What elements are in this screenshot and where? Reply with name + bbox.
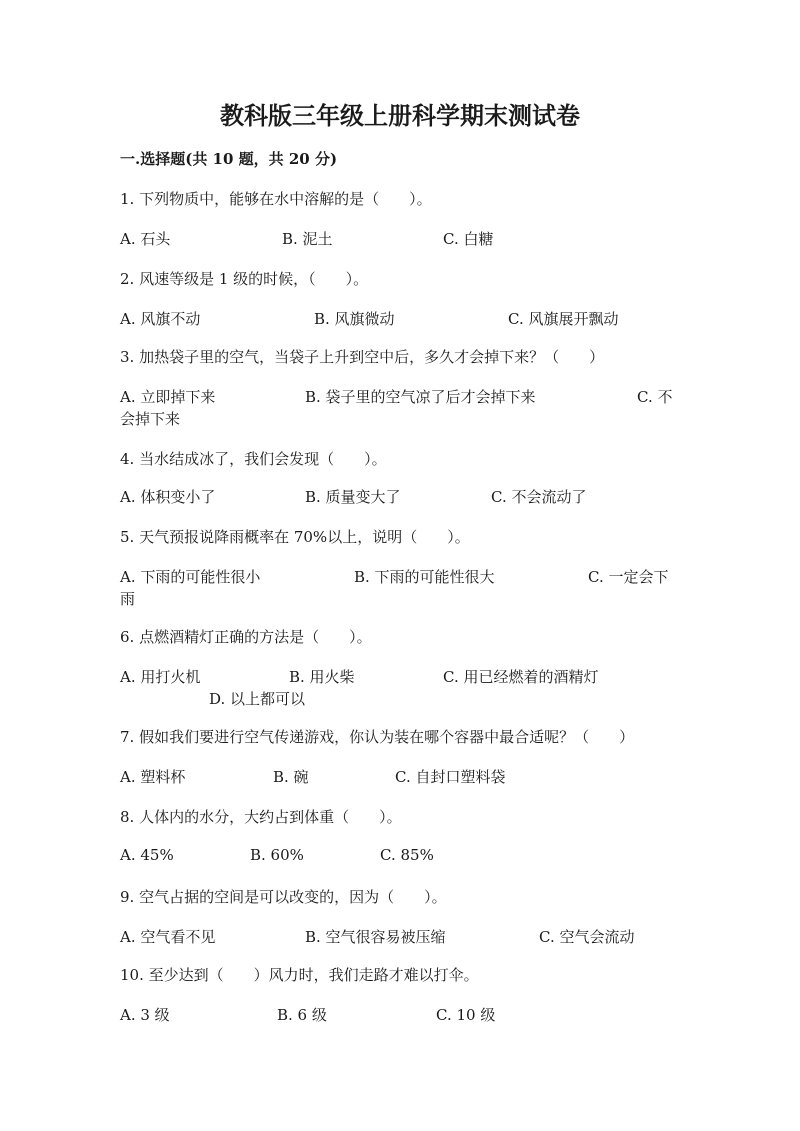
q3-option-b: B. 袋子里的空气凉了后才会掉下来 <box>305 388 536 406</box>
q4-option-b: B. 质量变大了 <box>305 488 401 506</box>
q6-option-a: A. 用打火机 <box>120 668 201 686</box>
question-7: 7. 假如我们要进行空气传递游戏，你认为装在哪个容器中最合适呢？（ ） <box>120 728 635 746</box>
question-8: 8. 人体内的水分，大约占到体重（ ）。 <box>120 808 402 826</box>
q10-option-b: B. 6 级 <box>277 1006 327 1024</box>
q2-option-a: A. 风旗不动 <box>120 310 201 328</box>
section-heading: 一.选择题(共 10 题，共 20 分) <box>120 150 338 168</box>
q8-option-c: C. 85% <box>380 846 434 864</box>
q9-option-c: C. 空气会流动 <box>539 928 635 946</box>
question-4: 4. 当水结成冰了，我们会发现（ ）。 <box>120 450 387 468</box>
question-3: 3. 加热袋子里的空气，当袋子上升到空中后，多久才会掉下来？（ ） <box>120 348 605 366</box>
exam-title: 教科版三年级上册科学期末测试卷 <box>220 101 580 130</box>
q3-option-c: C. 不 <box>637 388 673 406</box>
q4-option-c: C. 不会流动了 <box>491 488 587 506</box>
q2-option-c: C. 风旗展开飘动 <box>508 310 619 328</box>
q5-option-c-continued: 雨 <box>120 590 136 608</box>
q7-option-a: A. 塑料杯 <box>120 768 186 786</box>
q6-option-b: B. 用火柴 <box>289 668 355 686</box>
q9-option-a: A. 空气看不见 <box>120 928 216 946</box>
question-2: 2. 风速等级是 1 级的时候，（ ）。 <box>120 270 369 288</box>
q10-option-a: A. 3 级 <box>120 1006 170 1024</box>
q6-option-c: C. 用已经燃着的酒精灯 <box>443 668 599 686</box>
question-1: 1. 下列物质中，能够在水中溶解的是（ ）。 <box>120 190 432 208</box>
q2-option-b: B. 风旗微动 <box>314 310 395 328</box>
question-10: 10. 至少达到（ ）风力时，我们走路才难以打伞。 <box>120 966 479 984</box>
q1-option-a: A. 石头 <box>120 230 171 248</box>
q7-option-c: C. 自封口塑料袋 <box>395 768 506 786</box>
q1-option-b: B. 泥土 <box>282 230 333 248</box>
question-5: 5. 天气预报说降雨概率在 70%以上，说明（ ）。 <box>120 528 470 546</box>
q10-option-c: C. 10 级 <box>436 1006 496 1024</box>
q8-option-b: B. 60% <box>250 846 304 864</box>
question-9: 9. 空气占据的空间是可以改变的，因为（ ）。 <box>120 888 447 906</box>
q8-option-a: A. 45% <box>120 846 174 864</box>
q5-option-b: B. 下雨的可能性很大 <box>354 568 495 586</box>
q6-option-d: D. 以上都可以 <box>209 690 306 708</box>
q4-option-a: A. 体积变小了 <box>120 488 216 506</box>
q3-option-a: A. 立即掉下来 <box>120 388 216 406</box>
q5-option-a: A. 下雨的可能性很小 <box>120 568 261 586</box>
q5-option-c: C. 一定会下 <box>588 568 669 586</box>
q7-option-b: B. 碗 <box>273 768 309 786</box>
q3-option-c-continued: 会掉下来 <box>120 410 181 428</box>
q1-option-c: C. 白糖 <box>443 230 494 248</box>
question-6: 6. 点燃酒精灯正确的方法是（ ）。 <box>120 628 372 646</box>
q9-option-b: B. 空气很容易被压缩 <box>305 928 446 946</box>
